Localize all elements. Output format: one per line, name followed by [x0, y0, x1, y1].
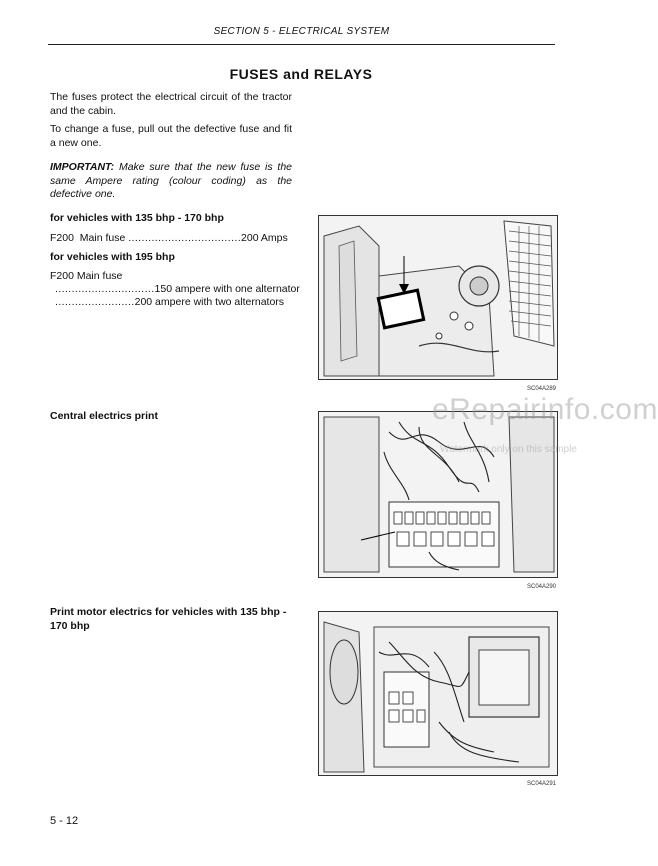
intro-paragraph-1: The fuses protect the electrical circuit of the tractor and the cabin. [50, 91, 292, 117]
spec-195-line1: F200 Main fuse [50, 270, 123, 282]
figure-motor-electrics-drawing [319, 612, 557, 775]
fuse-code: F200 [50, 232, 74, 244]
figure-2-code: SC04A290 [527, 584, 557, 590]
watermark: eRepairinfo.com [432, 393, 658, 426]
row1-text: 150 ampere with one alternator [154, 283, 300, 295]
spec-195-heading: for vehicles with 195 bhp [50, 251, 175, 263]
important-text: Make sure that the new fuse is the same Ampere rating (colour coding) as the defective one. [50, 161, 292, 200]
spec-195-row2 [55, 296, 284, 308]
watermark-sub: Watermark only on this sample [440, 444, 577, 455]
figure-main-fuse-drawing [319, 216, 557, 379]
spec-135-heading: for vehicles with 135 bhp - 170 bhp [50, 212, 224, 224]
page-header [48, 24, 555, 45]
row2-leader: ........................ [55, 296, 135, 308]
important-note [50, 161, 292, 202]
section-title: SECTION 5 - ELECTRICAL SYSTEM [213, 26, 390, 37]
figure-motor-electrics [318, 611, 558, 776]
page-number: 5 - 12 [50, 815, 79, 827]
central-electrics-heading: Central electrics print [50, 410, 158, 422]
fuse-value: 200 Amps [241, 232, 288, 244]
fuse-name: Main fuse [79, 232, 126, 244]
spec-195-row1 [55, 283, 300, 295]
page-title: FUSES and RELAYS [229, 66, 373, 82]
figure-central-electrics-drawing [319, 412, 557, 577]
row1-leader: .............................. [55, 283, 155, 295]
motor-electrics-heading: Print motor electrics for vehicles with 135 bhp - 170 bhp [50, 606, 287, 632]
intro-paragraph-2: To change a fuse, pull out the defective fuse and fit a new one. [50, 123, 292, 149]
fuse-leader: .................................. [128, 232, 242, 244]
figure-main-fuse [318, 215, 558, 380]
spec-135-row [50, 232, 288, 244]
row2-text: 200 ampere with two alternators [134, 296, 285, 308]
figure-1-code: SC04A289 [527, 386, 557, 392]
important-label: IMPORTANT: [50, 161, 115, 173]
figure-3-code: SC04A291 [527, 781, 557, 787]
figure-central-electrics [318, 411, 558, 578]
